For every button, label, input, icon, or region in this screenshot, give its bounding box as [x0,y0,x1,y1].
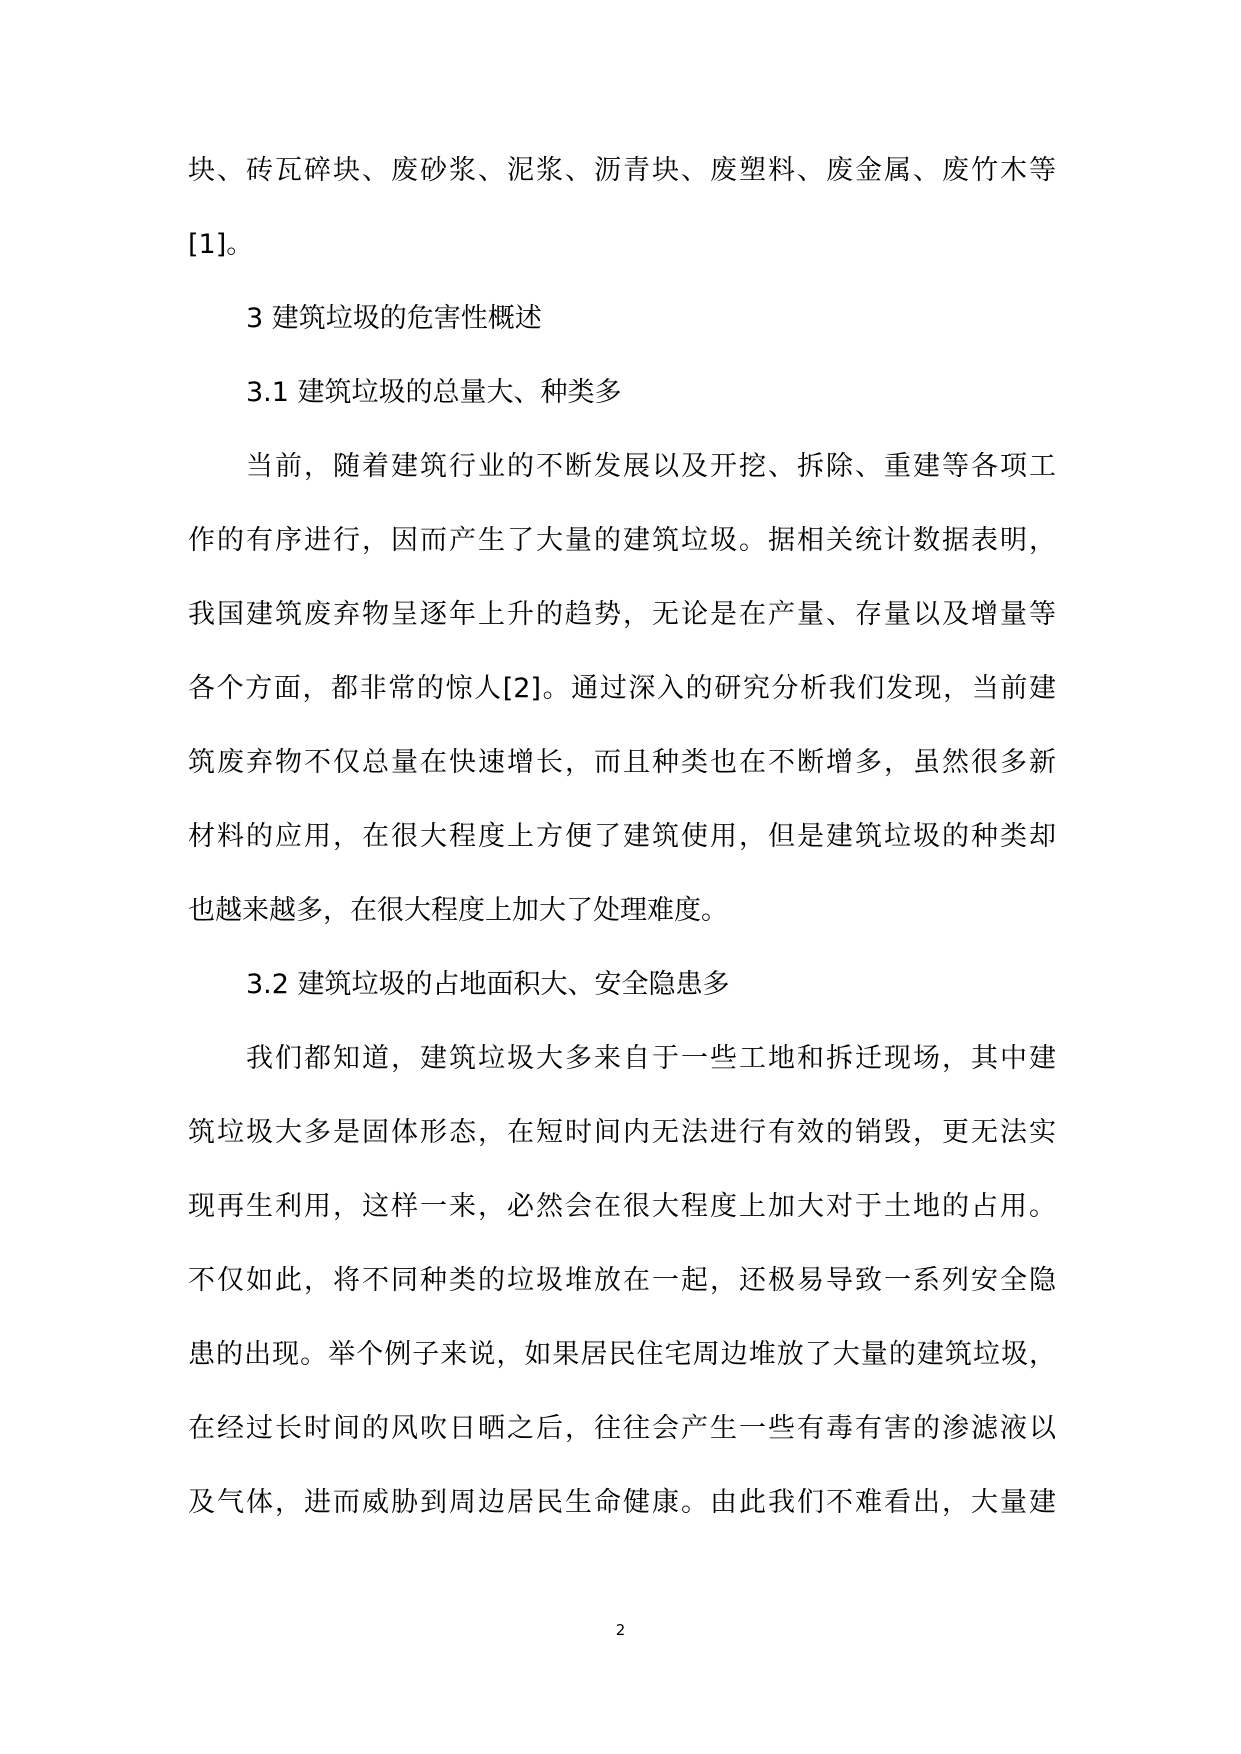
text-line-10: 材料的应用，在很大程度上方便了建筑使用，但是建筑垃圾的种类却 [188,821,1056,852]
text-line-1: 块、砖瓦碎块、废砂浆、泥浆、沥青块、废塑料、废金属、废竹木等 [188,155,1056,186]
section-heading-3: 3 建筑垃圾的危害性概述 [246,303,542,334]
text-line-19: 及气体，进而威胁到周边居民生命健康。由此我们不难看出，大量建 [188,1487,1056,1518]
text-line-11: 也越来越多，在很大程度上加大了处理难度。 [188,895,728,926]
text-line-15: 现再生利用，这样一来，必然会在很大程度上加大对于土地的占用。 [188,1191,1056,1222]
body-text [188,134,1056,1540]
text-line-13: 我们都知道，建筑垃圾大多来自于一些工地和拆迁现场，其中建 [246,1043,1056,1074]
text-line-14: 筑垃圾大多是固体形态，在短时间内无法进行有效的销毁，更无法实 [188,1117,1056,1148]
text-line-18: 在经过长时间的风吹日晒之后，往往会产生一些有毒有害的渗滤液以 [188,1413,1056,1444]
text-line-16: 不仅如此，将不同种类的垃圾堆放在一起，还极易导致一系列安全隐 [188,1265,1056,1296]
page-number: 2 [615,1621,626,1639]
subsection-heading-3-2: 3.2 建筑垃圾的占地面积大、安全隐患多 [246,969,730,1000]
text-line-8: 各个方面，都非常的惊人[2]。通过深入的研究分析我们发现，当前建 [188,673,1056,704]
text-line-9: 筑废弃物不仅总量在快速增长，而且种类也在不断增多，虽然很多新 [188,747,1056,778]
text-line-2: [1]。 [188,229,254,260]
text-line-17: 患的出现。举个例子来说，如果居民住宅周边堆放了大量的建筑垃圾， [188,1339,1056,1370]
subsection-heading-3-1: 3.1 建筑垃圾的总量大、种类多 [246,377,622,408]
text-line-5: 当前，随着建筑行业的不断发展以及开挖、拆除、重建等各项工 [246,451,1056,482]
text-line-7: 我国建筑废弃物呈逐年上升的趋势，无论是在产量、存量以及增量等 [188,599,1056,630]
text-line-6: 作的有序进行，因而产生了大量的建筑垃圾。据相关统计数据表明， [188,525,1056,556]
